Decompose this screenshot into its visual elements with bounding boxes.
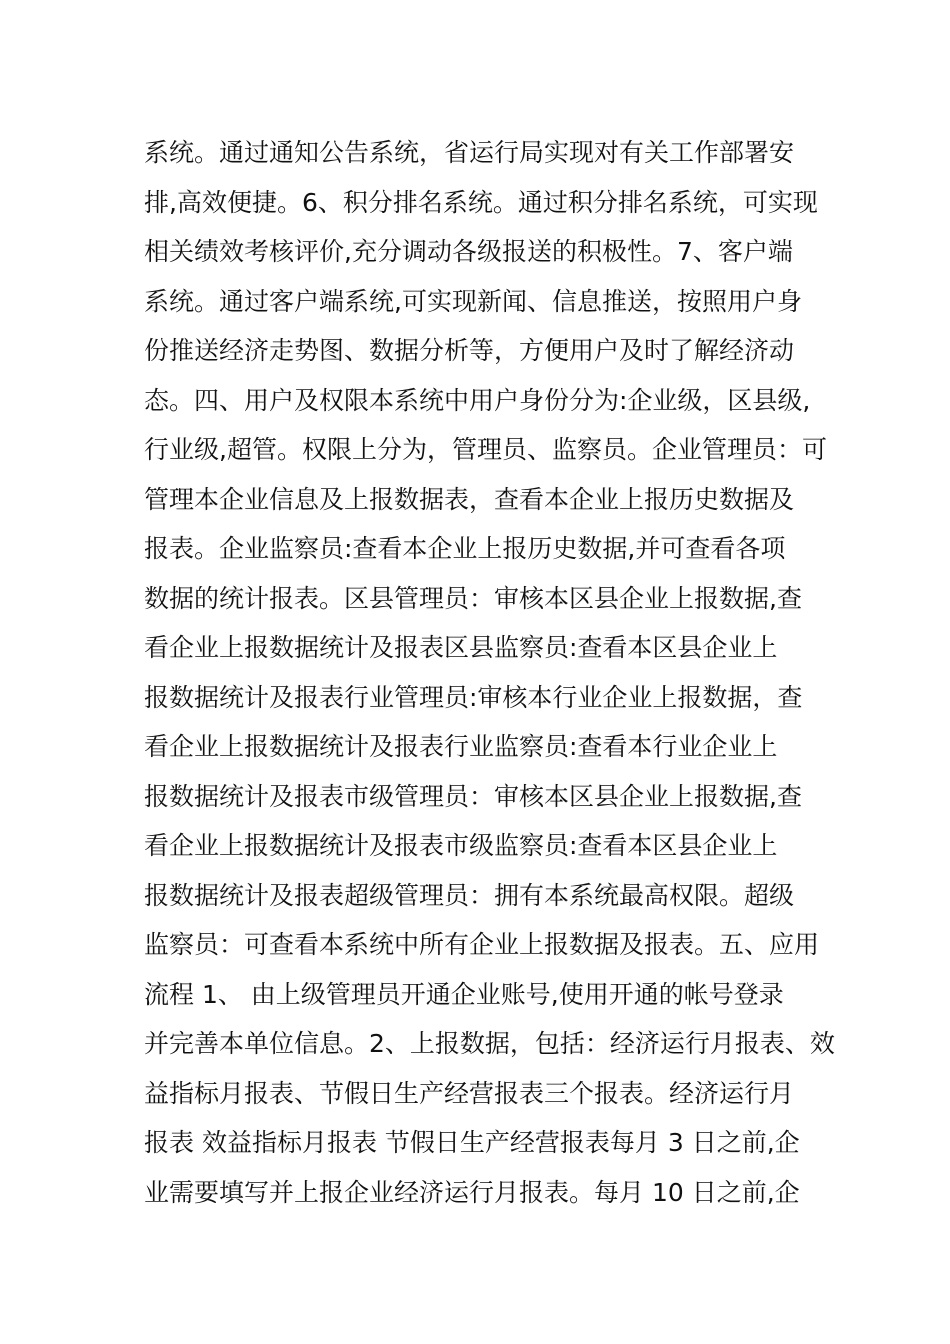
text-line-20: 益指标月报表、节假日生产经营报表三个报表。经济运行月	[144, 1078, 795, 1108]
text-line-5: 份推送经济走势图、数据分析等，方便用户及时了解经济动	[144, 336, 795, 365]
text-line-21: 报表 效益指标月报表 节假日生产经营报表每月 3 日之前,企	[144, 1128, 800, 1157]
text-line-11: 看企业上报数据统计及报表区县监察员:查看本区县企业上	[144, 633, 778, 662]
text-line-4: 系统。通过客户端系统,可实现新闻、信息推送，按照用户身	[144, 286, 802, 316]
text-line-14: 报数据统计及报表市级管理员：审核本区县企业上报数据,查	[144, 781, 802, 811]
text-line-19: 并完善本单位信息。2、上报数据，包括：经济运行月报表、效	[144, 1029, 835, 1058]
text-line-17: 监察员：可查看本系统中所有企业上报数据及报表。五、应用	[144, 930, 820, 959]
text-line-12: 报数据统计及报表行业管理员:审核本行业企业上报数据，查	[144, 682, 803, 712]
text-line-1: 系统。通过通知公告系统，省运行局实现对有关工作部署安	[144, 138, 795, 167]
text-line-22: 业需要填写并上报企业经济运行月报表。每月 10 日之前,企	[144, 1177, 800, 1207]
text-line-16: 报数据统计及报表超级管理员：拥有本系统最高权限。超级	[144, 880, 795, 910]
text-line-13: 看企业上报数据统计及报表行业监察员:查看本行业企业上	[144, 732, 778, 761]
text-line-3: 相关绩效考核评价,充分调动各级报送的积极性。7、客户端	[144, 237, 793, 266]
text-line-8: 管理本企业信息及上报数据表，查看本企业上报历史数据及	[144, 484, 795, 514]
text-line-18: 流程 1、 由上级管理员开通企业账号,使用开通的帐号登录	[144, 979, 784, 1009]
text-line-15: 看企业上报数据统计及报表市级监察员:查看本区县企业上	[144, 831, 778, 860]
text-line-6: 态。四、用户及权限本系统中用户身份分为:企业级，区县级,	[144, 385, 811, 415]
body-text	[144, 128, 835, 1217]
text-line-9: 报表。企业监察员:查看本企业上报历史数据,并可查看各项	[144, 534, 786, 563]
text-line-2: 排,高效便捷。6、积分排名系统。通过积分排名系统，可实现	[144, 187, 818, 217]
text-line-10: 数据的统计报表。区县管理员：审核本区县企业上报数据,查	[144, 583, 802, 613]
text-line-7: 行业级,超管。权限上分为，管理员、监察员。企业管理员：可	[144, 435, 827, 464]
